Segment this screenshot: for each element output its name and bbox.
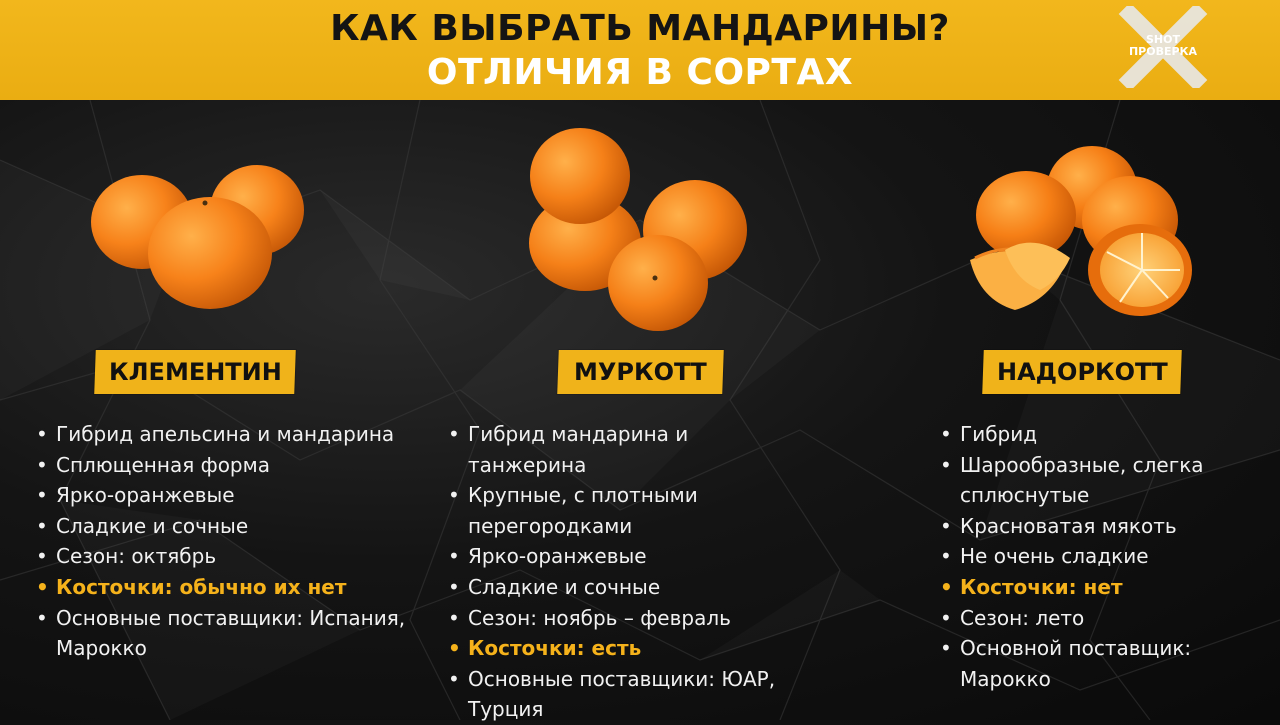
list-item: • Крупные, с плотными перегородками xyxy=(446,480,806,541)
list-item: • Красноватая мякоть xyxy=(938,511,1268,542)
page-subtitle: ОТЛИЧИЯ В СОРТАХ xyxy=(426,52,854,93)
logo-text-line1: SHOT xyxy=(1146,33,1180,46)
nadorcott-facts xyxy=(938,419,1268,694)
list-item: • Сезон: октябрь xyxy=(34,541,414,572)
list-item: • Гибрид апельсина и мандарина xyxy=(34,419,414,450)
list-item-highlight: • Косточки: есть xyxy=(446,633,806,664)
variety-label-nadorcott: НАДОРКОТТ xyxy=(982,350,1182,394)
list-item: • Не очень сладкие xyxy=(938,541,1268,572)
nadorcott-image xyxy=(960,140,1200,325)
list-item: • Гибрид мандарина и танжерина xyxy=(446,419,806,480)
list-item-highlight: • Косточки: обычно их нет xyxy=(34,572,414,603)
list-item: • Ярко-оранжевые xyxy=(446,541,806,572)
murcott-image xyxy=(525,128,755,333)
list-item: • Сладкие и сочные xyxy=(446,572,806,603)
list-item: • Сплющенная форма xyxy=(34,450,414,481)
murcott-facts xyxy=(446,419,806,725)
list-item: • Основные поставщики: ЮАР, Турция xyxy=(446,664,806,725)
clementine-image xyxy=(80,150,320,320)
list-item: • Основной поставщик: Марокко xyxy=(938,633,1268,694)
header-banner xyxy=(0,0,1280,100)
variety-label-clementine: КЛЕМЕНТИН xyxy=(94,350,296,394)
list-item: • Ярко-оранжевые xyxy=(34,480,414,511)
page-title: КАК ВЫБРАТЬ МАНДАРИНЫ? xyxy=(330,8,950,49)
clementine-facts xyxy=(34,419,414,664)
variety-label-murcott: МУРКОТТ xyxy=(557,350,724,394)
list-item: • Гибрид xyxy=(938,419,1268,450)
shot-proverka-logo xyxy=(1118,6,1208,88)
list-item: • Шарообразные, слегка сплюснутые xyxy=(938,450,1268,511)
list-item: • Основные поставщики: Испания, Марокко xyxy=(34,603,414,664)
list-item-highlight: • Косточки: нет xyxy=(938,572,1268,603)
list-item: • Сезон: лето xyxy=(938,603,1268,634)
list-item: • Сладкие и сочные xyxy=(34,511,414,542)
list-item: • Сезон: ноябрь – февраль xyxy=(446,603,806,634)
logo-text-line2: ПРОВЕРКА xyxy=(1128,45,1198,58)
